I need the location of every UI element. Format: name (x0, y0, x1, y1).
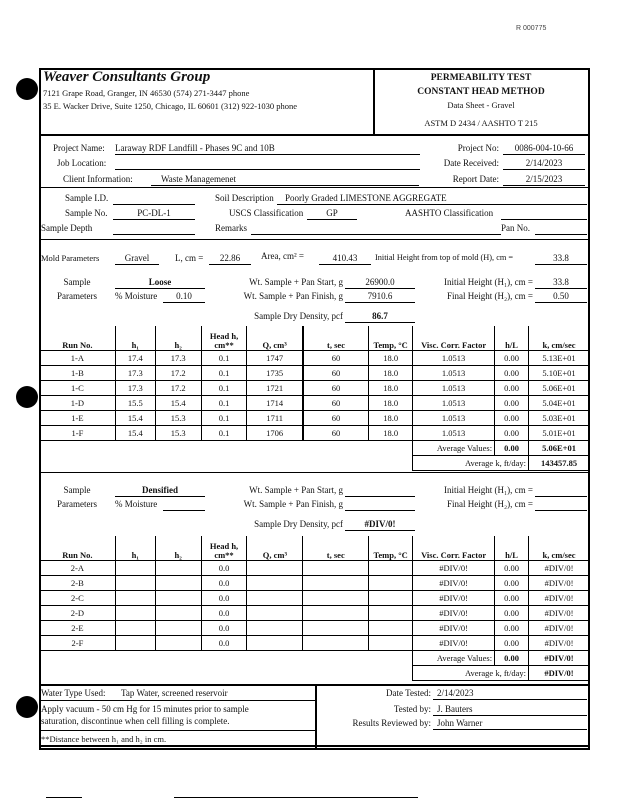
h1-cell[interactable] (115, 620, 155, 635)
col-temp: Temp, °C (369, 326, 413, 350)
initial-height-label: Initial Height (H₁), cm = (444, 277, 533, 287)
average-k-ftday-row (40, 665, 590, 680)
final-height-field[interactable] (535, 500, 587, 511)
k-cell: 5.10E+01 (529, 365, 590, 380)
table-header-row (40, 536, 590, 560)
temp-cell[interactable]: 18.0 (369, 380, 413, 395)
temp-cell[interactable]: 18.0 (369, 350, 413, 365)
k-cell: 5.03E+01 (529, 410, 590, 425)
uscs-field[interactable]: GP (307, 209, 357, 220)
k-cell: #DIV/0! (529, 560, 590, 575)
mold-height-field[interactable]: 33.8 (535, 254, 587, 265)
punch-hole-icon (16, 386, 38, 408)
tested-by-label: Tested by: (393, 704, 431, 714)
average-values-label: Average Values: (413, 440, 495, 455)
table-row (40, 590, 590, 605)
project-name-field[interactable]: Laraway RDF Landfill - Phases 9C and 10B (115, 144, 420, 155)
hl-cell: 0.00 (495, 365, 529, 380)
hl-cell: 0.00 (495, 350, 529, 365)
hl-cell: 0.00 (495, 395, 529, 410)
q-cell[interactable]: 1706 (247, 425, 303, 440)
uscs-label: USCS Classification (229, 208, 304, 218)
table-row (40, 395, 590, 410)
k-cell: #DIV/0! (529, 575, 590, 590)
average-values-row (40, 440, 590, 455)
standard: ASTM D 2434 / AASHTO T 215 (424, 118, 538, 128)
company-name: Weaver Consultants Group (43, 69, 211, 85)
sample-no-field[interactable]: PC-DL-1 (113, 209, 195, 220)
divider (39, 700, 315, 701)
t-cell[interactable]: 60 (303, 425, 369, 440)
col-t: t, sec (303, 536, 369, 560)
col-t: t, sec (303, 326, 369, 350)
temp-cell[interactable] (369, 575, 413, 590)
visc-cell: 1.0513 (413, 395, 495, 410)
run-no: 2-F (40, 635, 116, 650)
sample-condition-field[interactable]: Loose (115, 278, 205, 289)
q-cell[interactable]: 1735 (247, 365, 303, 380)
col-visc: Visc. Corr. Factor (413, 536, 495, 560)
wt-finish-label: Wt. Sample + Pan Finish, g (243, 499, 343, 509)
t-cell[interactable] (303, 560, 369, 575)
date-tested-field[interactable]: 2/14/2023 (433, 689, 587, 700)
page-edge-mark (174, 797, 418, 798)
t-cell[interactable] (303, 590, 369, 605)
head-cell: 0.1 (201, 395, 247, 410)
punch-hole-icon (16, 696, 38, 718)
col-h2: h₂ (155, 536, 201, 560)
remarks-label: Remarks (215, 223, 247, 233)
area-field[interactable]: 410.43 (319, 254, 371, 265)
average-hl: 0.00 (495, 440, 529, 455)
data-sheet (39, 68, 590, 750)
visc-cell: 1.0513 (413, 350, 495, 365)
h2-cell[interactable] (155, 590, 201, 605)
h1-cell[interactable] (115, 605, 155, 620)
divider (39, 187, 590, 188)
col-run-no: Run No. (40, 536, 116, 560)
head-cell: 0.0 (201, 605, 247, 620)
dry-density-label: Sample Dry Density, pcf (254, 311, 343, 321)
sample-label: Sample (63, 277, 91, 287)
k-cell: #DIV/0! (529, 635, 590, 650)
average-hl: 0.00 (495, 650, 529, 665)
mold-height-label: Initial Height from top of mold (H), cm = (375, 253, 514, 262)
moisture-field[interactable]: 0.10 (163, 292, 205, 303)
col-k: k, cm/sec (529, 326, 590, 350)
pan-no-field[interactable] (535, 224, 587, 235)
wt-finish-label: Wt. Sample + Pan Finish, g (243, 291, 343, 301)
run-no: 1-D (40, 395, 116, 410)
t-cell[interactable] (303, 605, 369, 620)
date-received-field[interactable]: 2/14/2023 (503, 159, 585, 170)
aashto-label: AASHTO Classification (405, 208, 494, 218)
h2-cell[interactable]: 17.3 (155, 350, 201, 365)
tested-by-field[interactable]: J. Bauters (433, 705, 587, 716)
q-cell[interactable]: 1714 (247, 395, 303, 410)
mold-type-field[interactable]: Gravel (115, 254, 159, 265)
temp-cell[interactable] (369, 560, 413, 575)
date-tested-label: Date Tested: (386, 688, 431, 698)
initial-height-label: Initial Height (H₁), cm = (444, 485, 533, 495)
hl-cell: 0.00 (495, 560, 529, 575)
k-cell: 5.06E+01 (529, 380, 590, 395)
wt-start-field[interactable] (345, 486, 415, 497)
hl-cell: 0.00 (495, 605, 529, 620)
head-cell: 0.1 (201, 380, 247, 395)
t-cell[interactable] (303, 575, 369, 590)
hl-cell: 0.00 (495, 635, 529, 650)
h1-cell[interactable]: 17.4 (115, 350, 155, 365)
temp-cell[interactable]: 18.0 (369, 410, 413, 425)
length-label: L, cm = (175, 253, 204, 263)
head-cell: 0.1 (201, 410, 247, 425)
h2-cell[interactable]: 15.4 (155, 395, 201, 410)
address-line-2: 35 E. Wacker Drive, Suite 1250, Chicago, IL 60601 (312) 922-1030 phone (43, 101, 298, 111)
head-cell: 0.1 (201, 425, 247, 440)
t-cell[interactable]: 60 (303, 350, 369, 365)
t-cell[interactable]: 60 (303, 410, 369, 425)
run-no: 2-B (40, 575, 116, 590)
visc-cell: 1.0513 (413, 410, 495, 425)
test2-results-table (39, 536, 590, 681)
table-row (40, 350, 590, 365)
wt-start-label: Wt. Sample + Pan Start, g (249, 277, 343, 287)
q-cell[interactable]: 1721 (247, 380, 303, 395)
col-temp: Temp, °C (369, 536, 413, 560)
q-cell[interactable] (247, 620, 303, 635)
h2-cell[interactable] (155, 620, 201, 635)
wt-start-label: Wt. Sample + Pan Start, g (249, 485, 343, 495)
job-location-field[interactable] (115, 159, 420, 170)
initial-height-field[interactable]: 33.8 (535, 278, 587, 289)
subtitle: Data Sheet - Gravel (447, 100, 515, 110)
water-type-label: Water Type Used: (41, 688, 106, 698)
length-field[interactable]: 22.86 (209, 254, 251, 265)
vacuum-note-line-2: saturation, discontinue when cell filling is complete. (41, 716, 230, 726)
col-k: k, cm/sec (529, 536, 590, 560)
divider (39, 745, 590, 747)
wt-finish-field[interactable] (345, 500, 415, 511)
average-k-ftday-label: Average k, ft/day: (413, 455, 529, 470)
run-no: 1-A (40, 350, 116, 365)
final-height-field[interactable]: 0.50 (535, 292, 587, 303)
run-no: 2-D (40, 605, 116, 620)
table-row (40, 575, 590, 590)
h1-cell[interactable]: 15.4 (115, 410, 155, 425)
h2-cell[interactable]: 15.3 (155, 425, 201, 440)
k-cell: 5.01E+01 (529, 425, 590, 440)
title-line-1: PERMEABILITY TEST (430, 73, 532, 83)
visc-cell: #DIV/0! (413, 575, 495, 590)
col-q: Q, cm³ (247, 326, 303, 350)
visc-cell: 1.0513 (413, 365, 495, 380)
table-row (40, 620, 590, 635)
head-cell: 0.1 (201, 365, 247, 380)
run-no: 1-C (40, 380, 116, 395)
divider (39, 730, 315, 731)
table-row (40, 410, 590, 425)
final-height-label: Final Height (H₂), cm = (447, 291, 533, 301)
h1-cell[interactable]: 15.4 (115, 425, 155, 440)
dry-density-label: Sample Dry Density, pcf (254, 519, 343, 529)
page-edge-mark (46, 797, 82, 798)
q-cell[interactable] (247, 575, 303, 590)
k-cell: 5.13E+01 (529, 350, 590, 365)
average-k: #DIV/0! (529, 650, 590, 665)
col-q: Q, cm³ (247, 536, 303, 560)
q-cell[interactable] (247, 605, 303, 620)
title-line-2: CONSTANT HEAD METHOD (417, 87, 545, 97)
sample-depth-label: Sample Depth (41, 223, 93, 233)
sample-id-field[interactable] (113, 194, 195, 205)
h1-cell[interactable] (115, 560, 155, 575)
table-header-row (40, 326, 590, 350)
col-run-no: Run No. (40, 326, 116, 350)
report-date-field[interactable]: 2/15/2023 (503, 175, 585, 186)
moisture-label: % Moisture (115, 291, 158, 301)
client-label: Client Information: (63, 174, 133, 184)
h2-cell[interactable]: 15.3 (155, 410, 201, 425)
k-cell: #DIV/0! (529, 620, 590, 635)
run-no: 1-B (40, 365, 116, 380)
parameters-label: Parameters (57, 291, 97, 301)
head-cell: 0.0 (201, 575, 247, 590)
sample-no-label: Sample No. (65, 208, 108, 218)
average-k: 5.06E+01 (529, 440, 590, 455)
q-cell[interactable]: 1747 (247, 350, 303, 365)
average-k-ftday: #DIV/0! (529, 665, 590, 680)
visc-cell: #DIV/0! (413, 635, 495, 650)
run-no: 2-A (40, 560, 116, 575)
address-line-1: 7121 Grape Road, Granger, IN 46530 (574) 271-3447 phone (43, 88, 250, 98)
t-cell[interactable]: 60 (303, 395, 369, 410)
average-k-ftday-row (40, 455, 590, 470)
col-visc: Visc. Corr. Factor (413, 326, 495, 350)
h2-cell[interactable]: 17.2 (155, 365, 201, 380)
initial-height-field[interactable] (535, 486, 587, 497)
visc-cell: #DIV/0! (413, 620, 495, 635)
table-row (40, 605, 590, 620)
visc-cell: #DIV/0! (413, 590, 495, 605)
remarks-field[interactable] (251, 224, 501, 235)
h2-cell[interactable] (155, 605, 201, 620)
h1-cell[interactable] (115, 590, 155, 605)
k-cell: 5.04E+01 (529, 395, 590, 410)
q-cell[interactable] (247, 560, 303, 575)
project-no-field[interactable]: 0086-004-10-66 (503, 144, 585, 155)
bates-number: R 000775 (516, 25, 547, 32)
table-row (40, 365, 590, 380)
col-hl: h/L (495, 536, 529, 560)
project-no-label: Project No: (457, 143, 499, 153)
t-cell[interactable]: 60 (303, 380, 369, 395)
temp-cell[interactable]: 18.0 (369, 365, 413, 380)
moisture-label: % Moisture (115, 499, 158, 509)
area-label: Area, cm² = (261, 251, 305, 261)
temp-cell[interactable]: 18.0 (369, 395, 413, 410)
h2-cell[interactable]: 17.2 (155, 380, 201, 395)
hl-cell: 0.00 (495, 620, 529, 635)
project-name-label: Project Name: (53, 143, 105, 153)
hl-cell: 0.00 (495, 410, 529, 425)
moisture-field[interactable] (163, 500, 205, 511)
t-cell[interactable] (303, 635, 369, 650)
mold-parameters-label: Mold Parameters (41, 253, 100, 263)
run-no: 2-E (40, 620, 116, 635)
table-row (40, 635, 590, 650)
report-date-label: Report Date: (452, 174, 499, 184)
pan-no-label: Pan No. (501, 223, 530, 233)
visc-cell: 1.0513 (413, 425, 495, 440)
hl-cell: 0.00 (495, 380, 529, 395)
job-location-label: Job Location: (57, 158, 107, 168)
run-no: 1-E (40, 410, 116, 425)
hl-cell: 0.00 (495, 575, 529, 590)
reviewed-by-label: Results Reviewed by: (352, 718, 431, 728)
col-hl: h/L (495, 326, 529, 350)
visc-cell: #DIV/0! (413, 605, 495, 620)
hl-cell: 0.00 (495, 425, 529, 440)
run-no: 2-C (40, 590, 116, 605)
aashto-field[interactable] (501, 209, 587, 220)
sample-label: Sample (63, 485, 91, 495)
h1-cell[interactable]: 17.3 (115, 380, 155, 395)
reviewed-by-field[interactable]: John Warner (433, 719, 587, 730)
head-cell: 0.1 (201, 350, 247, 365)
table-row (40, 380, 590, 395)
vacuum-note-line-1: Apply vacuum - 50 cm Hg for 15 minutes prior to sample (41, 704, 249, 714)
run-no: 1-F (40, 425, 116, 440)
col-head-h: Head h, cm** (201, 326, 247, 350)
col-h1: h₁ (115, 326, 155, 350)
head-cell: 0.0 (201, 590, 247, 605)
temp-cell[interactable] (369, 620, 413, 635)
dry-density-field[interactable]: #DIV/0! (345, 520, 415, 531)
temp-cell[interactable] (369, 635, 413, 650)
h1-cell[interactable] (115, 575, 155, 590)
final-height-label: Final Height (H₂), cm = (447, 499, 533, 509)
soil-description-field[interactable]: Poorly Graded LIMESTONE AGGREGATE (277, 194, 587, 205)
col-h1: h₁ (115, 536, 155, 560)
h1-cell[interactable]: 15.5 (115, 395, 155, 410)
q-cell[interactable]: 1711 (247, 410, 303, 425)
t-cell[interactable] (303, 620, 369, 635)
visc-cell: 1.0513 (413, 380, 495, 395)
k-cell: #DIV/0! (529, 590, 590, 605)
divider (39, 239, 590, 240)
sample-id-label: Sample I.D. (65, 193, 109, 203)
date-received-label: Date Received: (443, 158, 499, 168)
h1-cell[interactable] (115, 635, 155, 650)
t-cell[interactable]: 60 (303, 365, 369, 380)
punch-hole-icon (16, 78, 38, 100)
sample-depth-field[interactable] (113, 224, 195, 235)
h1-cell[interactable]: 17.3 (115, 365, 155, 380)
distance-footnote: **Distance between h₁ and h₂ in cm. (41, 734, 167, 744)
soil-description-label: Soil Description (215, 193, 274, 203)
client-field[interactable]: Waste Managemenet (151, 175, 419, 186)
divider (39, 472, 590, 473)
head-cell: 0.0 (201, 635, 247, 650)
average-values-label: Average Values: (413, 650, 495, 665)
hl-cell: 0.00 (495, 590, 529, 605)
sample-condition-field[interactable]: Densified (115, 486, 205, 497)
q-cell[interactable] (247, 590, 303, 605)
temp-cell[interactable] (369, 605, 413, 620)
q-cell[interactable] (247, 635, 303, 650)
average-k-ftday: 143457.85 (529, 455, 590, 470)
col-h2: h₂ (155, 326, 201, 350)
k-cell: #DIV/0! (529, 605, 590, 620)
average-k-ftday-label: Average k, ft/day: (413, 665, 529, 680)
wt-start-field[interactable]: 26900.0 (345, 278, 415, 289)
average-values-row (40, 650, 590, 665)
head-cell: 0.0 (201, 620, 247, 635)
head-cell: 0.0 (201, 560, 247, 575)
h2-cell[interactable] (155, 575, 201, 590)
table-row (40, 425, 590, 440)
test1-results-table (39, 326, 590, 471)
footer-divider (315, 684, 317, 750)
visc-cell: #DIV/0! (413, 560, 495, 575)
col-head-h: Head h, cm** (201, 536, 247, 560)
temp-cell[interactable]: 18.0 (369, 425, 413, 440)
table-row (40, 560, 590, 575)
h2-cell[interactable] (155, 635, 201, 650)
water-type-value[interactable]: Tap Water, screened reservoir (121, 688, 228, 698)
h2-cell[interactable] (155, 560, 201, 575)
parameters-label: Parameters (57, 499, 97, 509)
wt-finish-field[interactable]: 7910.6 (345, 292, 415, 303)
temp-cell[interactable] (369, 590, 413, 605)
dry-density-field[interactable]: 86.7 (345, 312, 415, 323)
